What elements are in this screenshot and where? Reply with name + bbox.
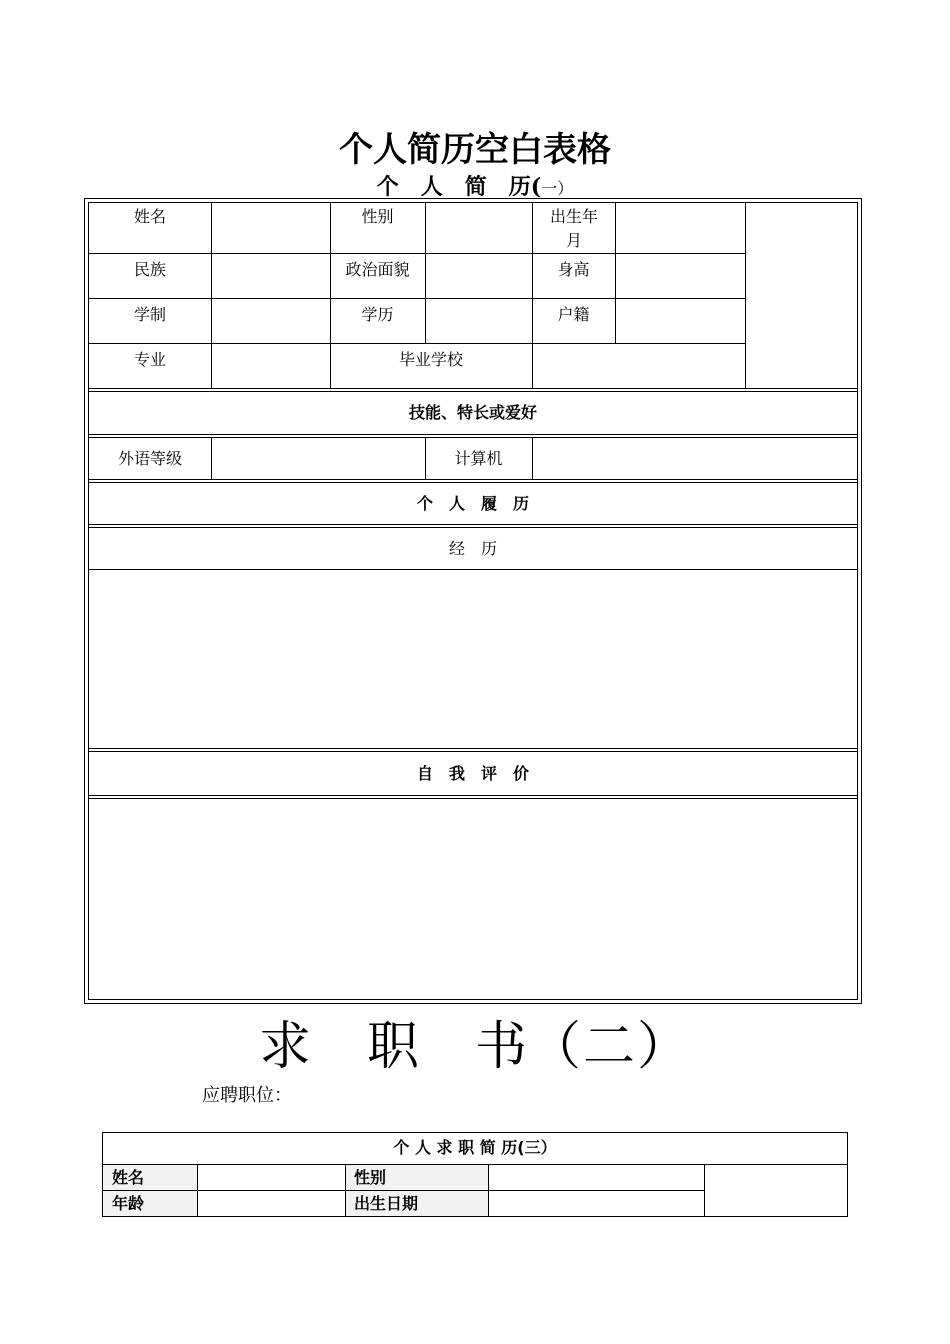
cover-letter-title: 求 职 书（二） <box>258 1017 691 1077</box>
grid-line <box>89 253 745 254</box>
double-line <box>89 391 857 392</box>
grid-line <box>345 1164 346 1216</box>
label-name: 姓名 <box>112 1168 145 1187</box>
double-line <box>89 527 857 528</box>
resume-one-title-suffix: 一） <box>541 179 574 198</box>
label-gender: 性别 <box>361 207 394 226</box>
resume-one-table <box>84 198 862 1004</box>
label-age: 年龄 <box>112 1194 145 1213</box>
grid-line <box>103 1190 704 1191</box>
double-line <box>89 524 857 525</box>
double-line <box>89 795 857 796</box>
page-title: 个人简历空白表格 <box>339 130 611 170</box>
double-line <box>89 388 857 389</box>
resume-one-title-text: 个 人 简 历( <box>376 174 542 200</box>
grid-line <box>425 203 426 343</box>
grid-line <box>211 437 212 479</box>
skills-header: 技能、特长或爱好 <box>408 403 537 422</box>
label-household: 户籍 <box>557 305 590 324</box>
resume-one-inner-frame <box>88 202 858 1000</box>
grid-line <box>532 203 533 388</box>
grid-line <box>197 1164 198 1216</box>
double-line <box>89 479 857 480</box>
grid-line <box>89 569 857 570</box>
grid-line <box>89 298 745 299</box>
label-ethnicity: 民族 <box>133 260 166 279</box>
label-name: 姓名 <box>133 207 166 226</box>
double-line <box>89 751 857 752</box>
double-line <box>89 434 857 435</box>
double-line <box>89 798 857 799</box>
grid-line <box>211 203 212 388</box>
double-line <box>89 437 857 438</box>
resume-three-title: 个 人 求 职 简 历(三） <box>393 1138 557 1157</box>
label-gender: 性别 <box>354 1168 387 1187</box>
label-language-level: 外语等级 <box>117 449 182 468</box>
label-school-system: 学制 <box>133 305 166 324</box>
grid-line <box>615 203 616 343</box>
grid-line <box>745 203 746 388</box>
grid-line <box>532 437 533 479</box>
double-line <box>89 748 857 749</box>
position-label: 应聘职位： <box>202 1085 292 1106</box>
grid-line <box>103 1164 847 1165</box>
label-education: 学历 <box>361 305 394 324</box>
label-birth-date: 出生日期 <box>354 1194 419 1213</box>
label-birth: 出生年月 <box>549 207 598 250</box>
label-major: 专业 <box>133 350 166 369</box>
experience-header: 经 历 <box>448 539 497 558</box>
grid-line <box>704 1164 705 1216</box>
grid-line <box>488 1164 489 1216</box>
grid-line <box>89 343 745 344</box>
label-height: 身高 <box>557 260 590 279</box>
resume-three-table <box>102 1132 848 1217</box>
double-line <box>89 482 857 483</box>
label-graduated-school: 毕业学校 <box>398 350 463 369</box>
label-political: 政治面貌 <box>345 260 410 279</box>
history-header: 个 人 履 历 <box>416 494 529 513</box>
label-computer: 计算机 <box>454 449 503 468</box>
self-evaluation-header: 自 我 评 价 <box>416 764 529 783</box>
